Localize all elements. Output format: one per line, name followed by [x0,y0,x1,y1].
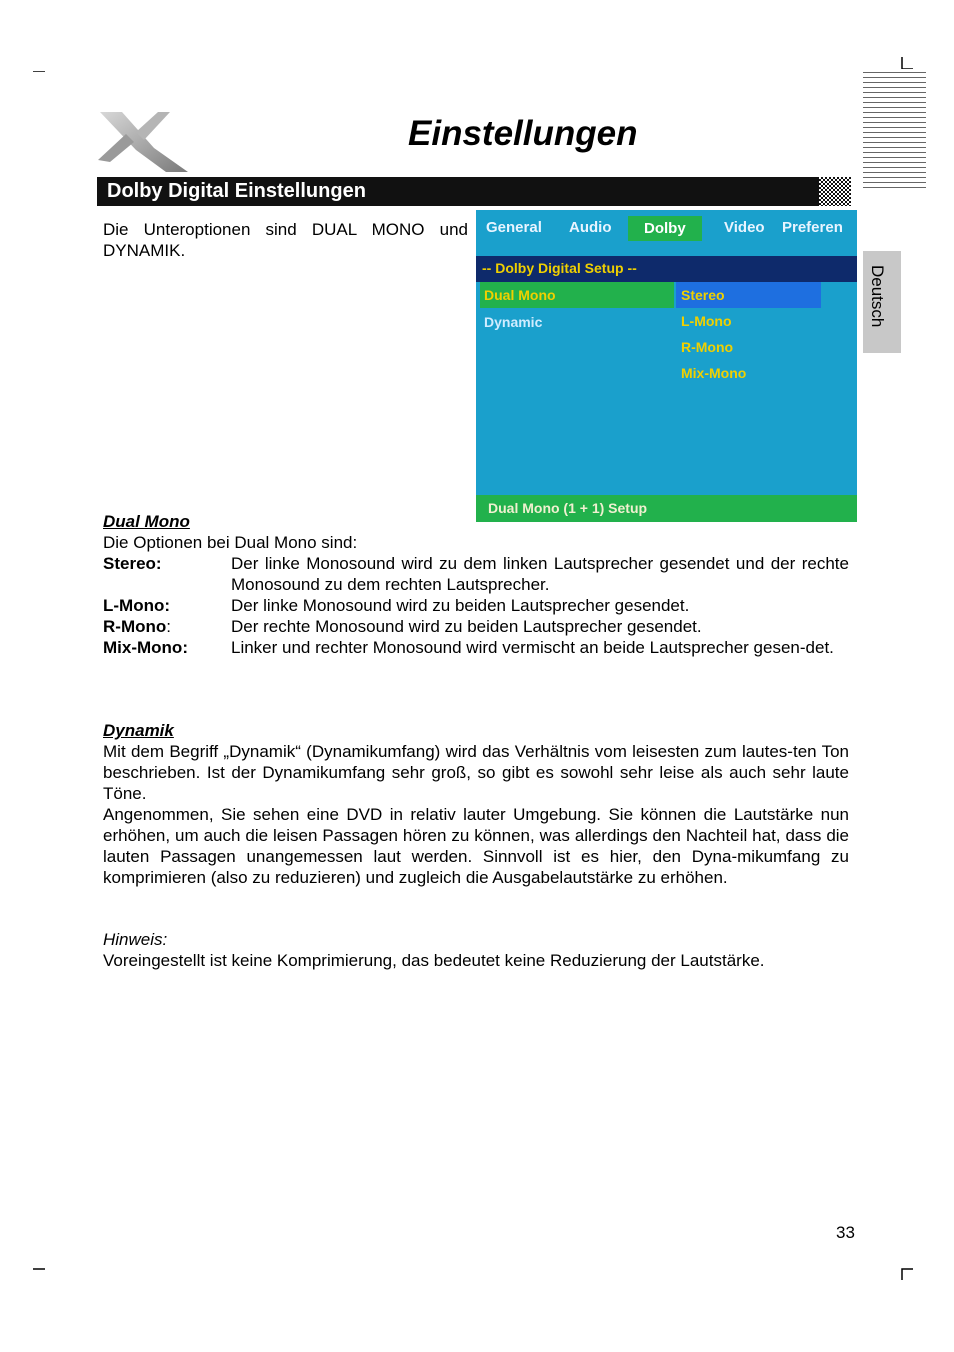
osd-tab-video: Video [724,219,765,236]
osd-option-stereo: Stereo [681,287,725,303]
section-heading-bar [97,177,851,206]
osd-screenshot [476,210,857,522]
osd-item-dual-mono: Dual Mono [484,287,556,303]
option-term-mix-mono: Mix-Mono: [103,638,188,657]
osd-option-r-mono: R-Mono [681,339,734,355]
brand-logo-icon [96,110,192,176]
option-term-stereo: Stereo: [103,554,162,573]
dynamik-paragraph-1: Mit dem Begriff „Dynamik“ (Dynamikumfang) wird das Verhältnis vom leisesten zum lautes-ten Ton beschrieben. Ist der Dynamikumfang sehr groß, so gibt es sowohl sehr leise als auch sehr laute Töne. [103,742,849,803]
osd-tab-general: General [486,219,542,236]
option-term-l-mono: L-Mono: [103,596,171,615]
osd-tab-dolby: Dolby [628,216,702,241]
intro-text: Die Unteroptionen sind DUAL MONO und DYNAMIK. [103,220,468,260]
dynamik-paragraph-2: Angenommen, Sie sehen eine DVD in relativ lauter Umgebung. Sie können die Lautstärke nun erhöhen, um auch die leisen Passagen hören zu können, was allerdings den Nachteil hat, dass die lauten Passagen unangemessen laut werden. Sinnvoll ist es hier, den Dyna-mikumfang zu komprimieren (also zu reduzieren) und zugleich die Ausgabelautstärke zu erhöhen. [103,805,849,887]
dynamik-heading: Dynamik [103,721,174,740]
crop-mark-bottom-left [33,1268,45,1280]
osd-setup-heading: -- Dolby Digital Setup -- [482,260,637,276]
option-desc-stereo: Der linke Monosound wird zu dem linken Lautsprecher gesendet und der rechte Monosound zu dem rechten Lautsprecher. [231,554,849,594]
option-term-r-mono [103,616,171,637]
osd-item-dynamic: Dynamic [484,314,543,330]
language-tab [863,251,901,353]
osd-tab-bar [476,210,857,252]
page-title: Einstellungen [408,114,638,153]
crop-mark-bottom-right [901,1268,913,1280]
option-desc-r-mono: Der rechte Monosound wird zu beiden Lautsprecher gesendet. [231,617,702,636]
language-tab-label: Deutsch [868,265,887,328]
option-term-r-mono-colon: : [166,617,171,636]
hinweis-text: Voreingestellt ist keine Komprimierung, das bedeutet keine Reduzierung der Lautstärke. [103,951,765,970]
dual-mono-heading: Dual Mono [103,512,190,531]
osd-option-mix-mono: Mix-Mono [681,365,747,381]
decorative-stripes [863,72,926,200]
option-term-r-mono-label: R-Mono [103,617,167,636]
section-heading: Dolby Digital Einstellungen [107,180,366,202]
osd-footer-bar [476,495,857,522]
crop-mark-top-right [901,57,913,69]
dual-mono-lead: Die Optionen bei Dual Mono sind: [103,533,358,552]
page-number: 33 [836,1223,855,1242]
osd-option-l-mono: L-Mono [681,313,732,329]
crop-mark-top-left [33,60,45,72]
osd-tab-preferences: Preferen [782,219,843,236]
option-desc-l-mono: Der linke Monosound wird zu beiden Lautsprecher gesendet. [231,596,690,615]
osd-footer-text: Dual Mono (1 + 1) Setup [488,500,648,516]
osd-setup-header [476,256,857,282]
checker-pattern-icon [819,177,851,206]
osd-tab-audio: Audio [569,219,612,236]
hinweis-label: Hinweis: [103,930,168,949]
option-desc-mix-mono: Linker und rechter Monosound wird vermischt an beide Lautsprecher gesen-det. [231,638,834,657]
